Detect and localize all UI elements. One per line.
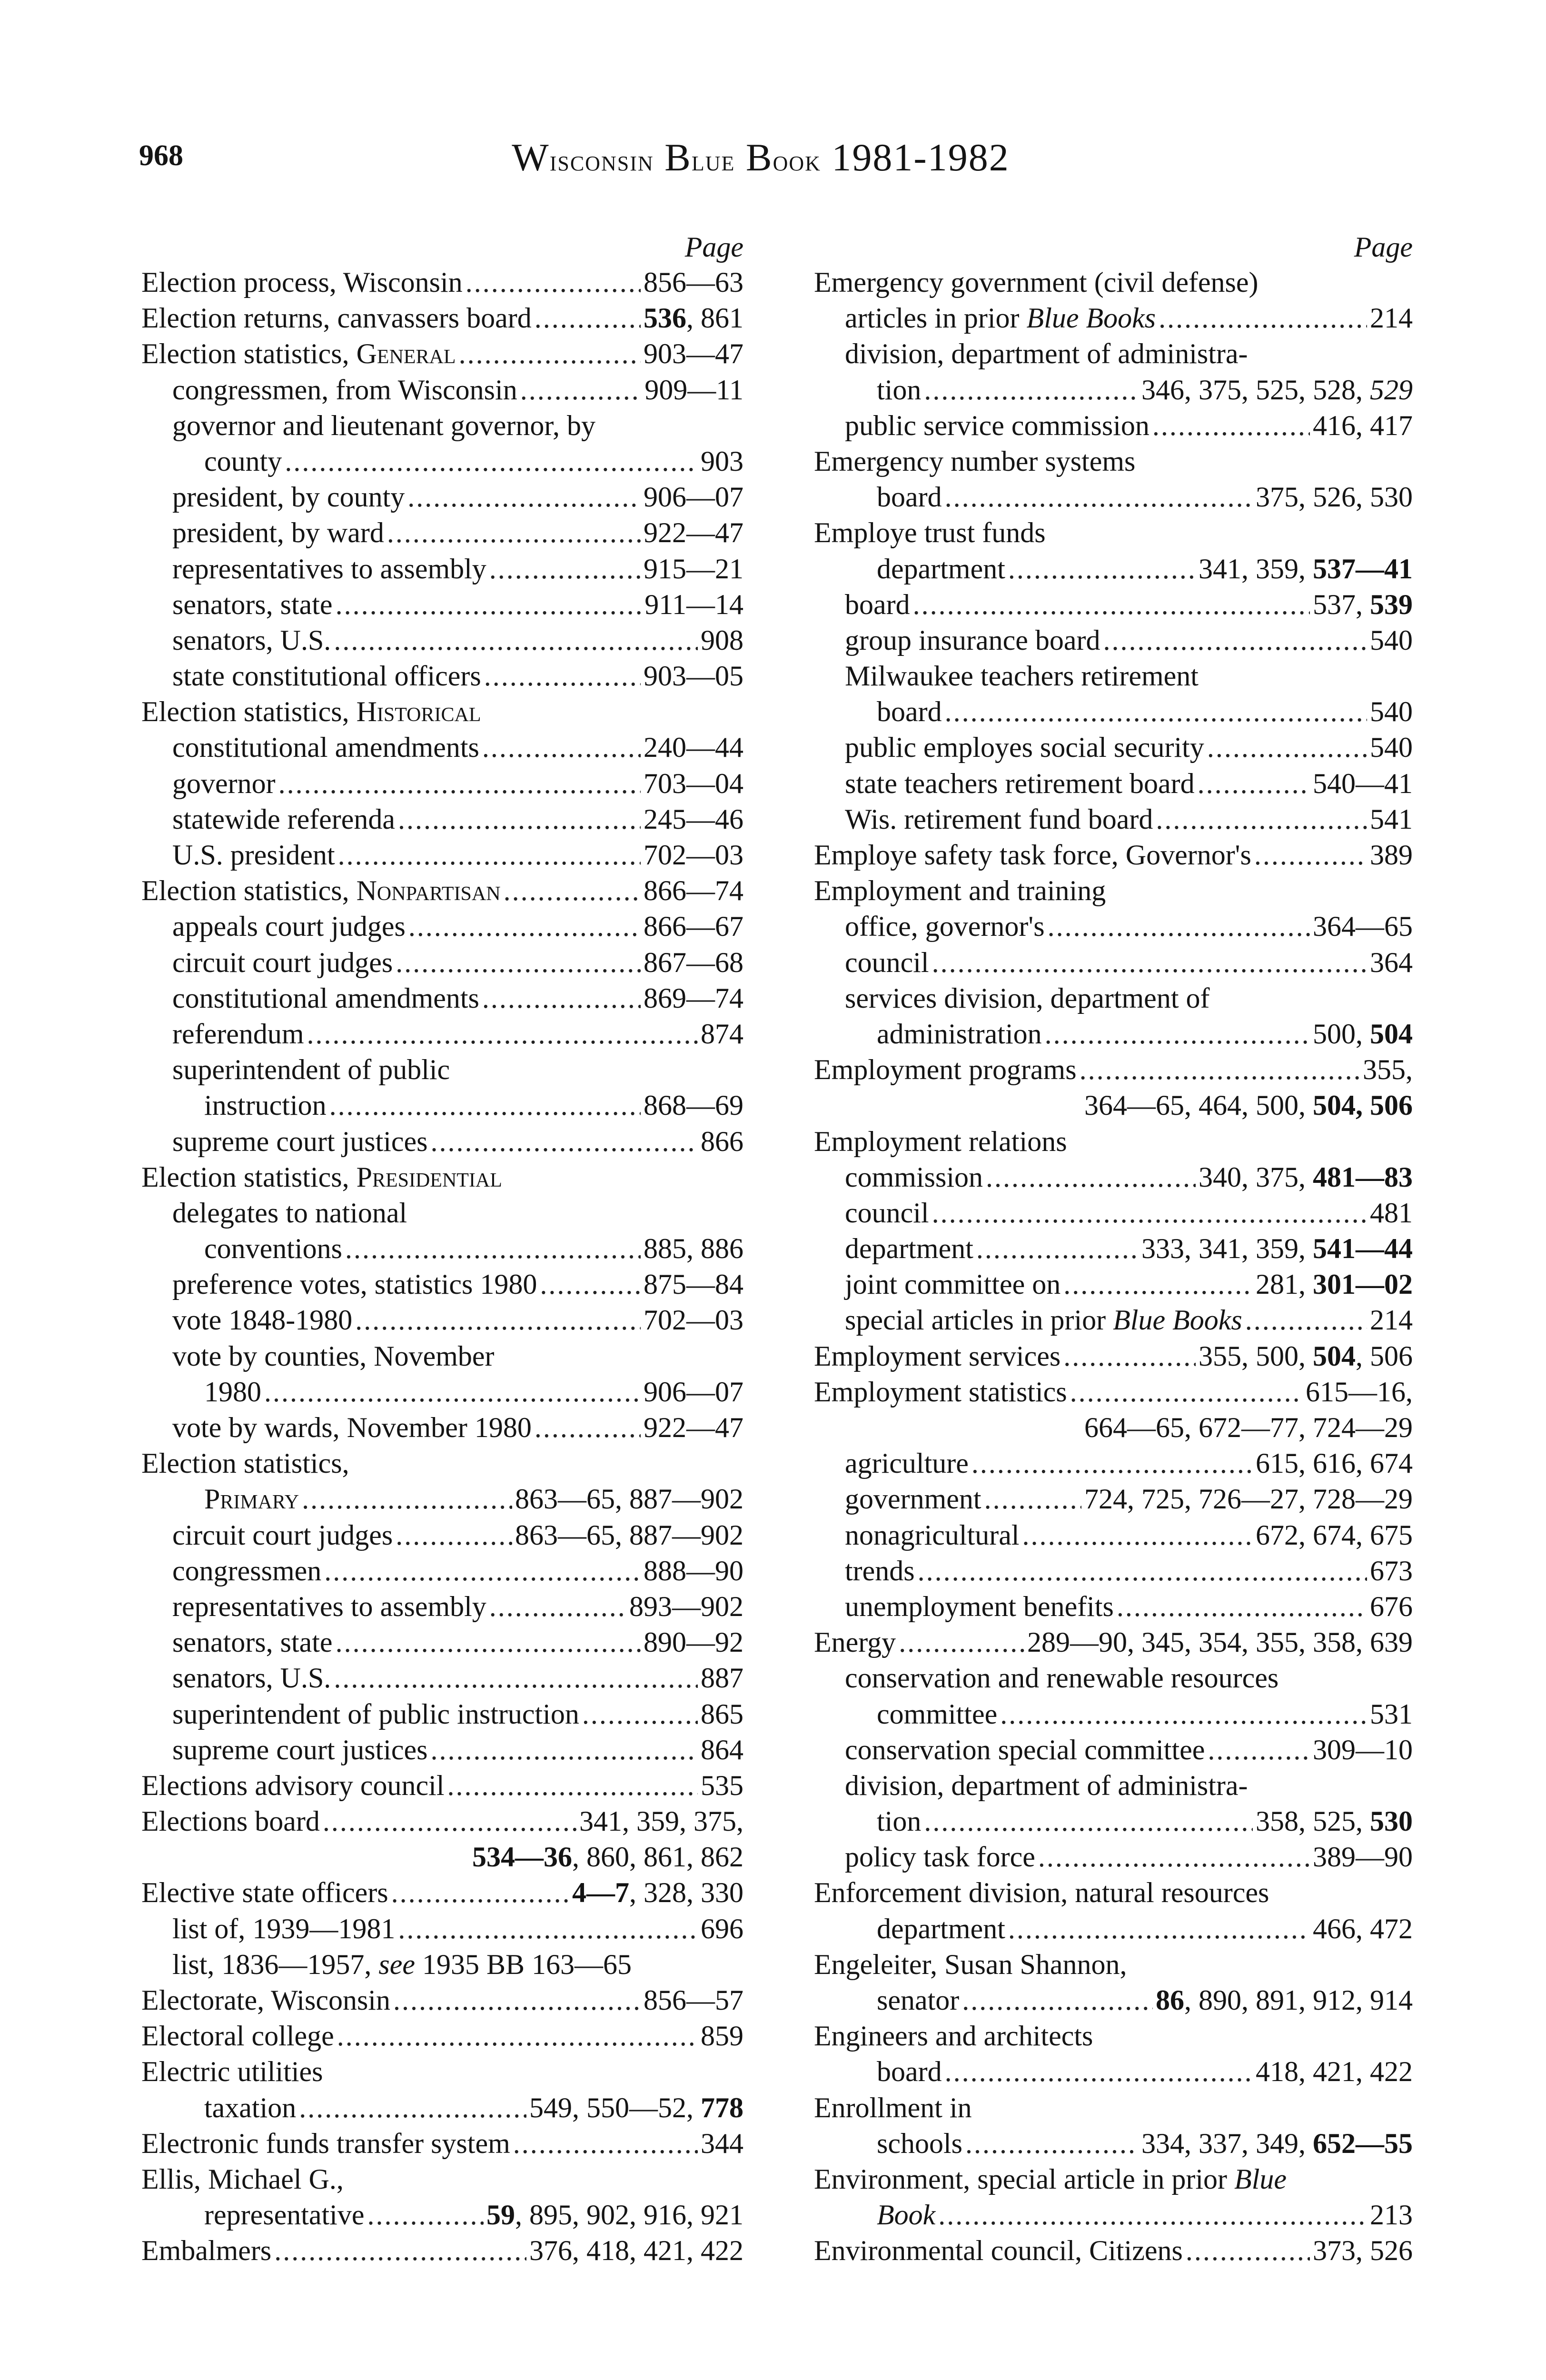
index-subentry: list of, 1939—1981 . . . 696 bbox=[141, 1911, 743, 1947]
index-entry: Election process, Wisconsin . . . 856—63 bbox=[141, 265, 743, 300]
right-index-column bbox=[814, 230, 1413, 2269]
index-subentry: conventions . . . 885, 886 bbox=[141, 1231, 743, 1267]
title-text: Wisconsin Blue Book 1981-1982 bbox=[512, 136, 1010, 179]
index-subentry: instruction . . . 868—69 bbox=[141, 1088, 743, 1123]
index-entry: Enforcement division, natural resources bbox=[814, 1877, 1269, 1909]
index-subentry: state constitutional officers . . . 903—05 bbox=[141, 658, 743, 694]
index-subentry: representatives to assembly . . . 915—21 bbox=[141, 551, 743, 587]
index-subentry: tion . . . 358, 525, 530 bbox=[814, 1804, 1413, 1839]
index-entry: Enrollment in bbox=[814, 2092, 972, 2123]
page-column-label: Page bbox=[1354, 231, 1413, 263]
index-entry: Emergency number systems bbox=[814, 445, 1136, 477]
index-subentry: committee . . . 531 bbox=[814, 1696, 1413, 1732]
index-subentry: U.S. president . . . 702—03 bbox=[141, 837, 743, 873]
index-subentry: senators, state . . . 911—14 bbox=[141, 587, 743, 623]
index-subentry: governor . . . 703—04 bbox=[141, 766, 743, 802]
index-entry: Environment, special article in prior Blue bbox=[814, 2163, 1287, 2195]
index-subentry: congressmen, from Wisconsin . . . 909—11 bbox=[141, 372, 743, 408]
index-subentry: Milwaukee teachers retirement bbox=[845, 660, 1199, 692]
index-subentry: department . . . 333, 341, 359, 541—44 bbox=[814, 1231, 1413, 1267]
index-subentry: services division, department of bbox=[845, 982, 1210, 1014]
index-subentry: governor and lieutenant governor, by bbox=[172, 409, 595, 441]
index-entry: Engineers and architects bbox=[814, 2020, 1093, 2052]
index-subentry: trends . . . 673 bbox=[814, 1553, 1413, 1589]
index-subentry: council . . . 364 bbox=[814, 945, 1413, 981]
index-entry: Employment services . . . 355, 500, 504, 506 bbox=[814, 1339, 1413, 1374]
page-title bbox=[137, 135, 1384, 180]
index-subentry: division, department of administra- bbox=[845, 1769, 1248, 1801]
index-subentry: list, 1836—1957, see 1935 BB 163—65 bbox=[172, 1948, 632, 1980]
index-subentry: tion . . . 346, 375, 525, 528, 529 bbox=[814, 372, 1413, 408]
index-subentry: policy task force . . . 389—90 bbox=[814, 1839, 1413, 1875]
index-subentry: superintendent of public bbox=[172, 1054, 450, 1086]
index-subentry: preference votes, statistics 1980 . . . 875—84 bbox=[141, 1267, 743, 1302]
index-entry: Elections board . . . 341, 359, 375, bbox=[141, 1804, 743, 1839]
index-subentry: Wis. retirement fund board . . . 541 bbox=[814, 802, 1413, 837]
index-entry: Election statistics, General . . . 903—47 bbox=[141, 336, 743, 372]
index-subentry: president, by ward . . . 922—47 bbox=[141, 515, 743, 551]
index-subentry: supreme court justices . . . 866 bbox=[141, 1124, 743, 1160]
index-entry: Election statistics, Presidential bbox=[141, 1161, 502, 1193]
index-subentry: circuit court judges . . . 863—65, 887—902 bbox=[141, 1517, 743, 1553]
index-subentry: statewide referenda . . . 245—46 bbox=[141, 802, 743, 837]
index-subentry: department . . . 341, 359, 537—41 bbox=[814, 551, 1413, 587]
page-column-label: Page bbox=[684, 231, 743, 263]
index-subentry: senators, U.S. . . . 887 bbox=[141, 1660, 743, 1696]
index-subentry: conservation and renewable resources bbox=[845, 1662, 1279, 1694]
index-entry: Employment programs . . . 355, bbox=[814, 1052, 1413, 1088]
index-subentry: constitutional amendments . . . 869—74 bbox=[141, 981, 743, 1016]
index-subentry: president, by county . . . 906—07 bbox=[141, 479, 743, 515]
index-entry: Employment and training bbox=[814, 875, 1106, 907]
index-subentry: board . . . 375, 526, 530 bbox=[814, 479, 1413, 515]
index-subentry: supreme court justices . . . 864 bbox=[141, 1732, 743, 1768]
index-subentry: superintendent of public instruction . . . 865 bbox=[141, 1696, 743, 1732]
index-subentry: senators, state . . . 890—92 bbox=[141, 1625, 743, 1660]
index-entry: Election returns, canvassers board . . . 536, 861 bbox=[141, 300, 743, 336]
index-subentry: state teachers retirement board . . . 540—41 bbox=[814, 766, 1413, 802]
index-subentry: county . . . 903 bbox=[141, 444, 743, 479]
index-subentry: board . . . 540 bbox=[814, 694, 1413, 730]
index-subentry: appeals court judges . . . 866—67 bbox=[141, 909, 743, 944]
index-subentry: articles in prior Blue Books . . . 214 bbox=[814, 300, 1413, 336]
index-entry: Employe safety task force, Governor's . . . 389 bbox=[814, 837, 1413, 873]
index-subentry: administration . . . 500, 504 bbox=[814, 1016, 1413, 1052]
index-entry: Election statistics, Historical bbox=[141, 696, 481, 728]
index-entry: Electric utilities bbox=[141, 2056, 323, 2088]
index-subentry: referendum . . . 874 bbox=[141, 1016, 743, 1052]
index-entry: Electronic funds transfer system . . . 344 bbox=[141, 2126, 743, 2162]
index-entry: Elections advisory council . . . 535 bbox=[141, 1768, 743, 1804]
index-subentry: joint committee on . . . 281, 301—02 bbox=[814, 1267, 1413, 1302]
index-subentry: vote 1848-1980 . . . 702—03 bbox=[141, 1302, 743, 1338]
index-subentry: representative . . . 59, 895, 902, 916, 921 bbox=[141, 2197, 743, 2233]
index-subentry: senators, U.S. . . . 908 bbox=[141, 623, 743, 658]
index-entry: Embalmers . . . 376, 418, 421, 422 bbox=[141, 2233, 743, 2269]
index-subentry: senator . . . 86, 890, 891, 912, 914 bbox=[814, 1983, 1413, 2018]
index-subentry: Primary . . . 863—65, 887—902 bbox=[141, 1481, 743, 1517]
page-number: 968 bbox=[139, 139, 183, 172]
index-subentry: 1980 . . . 906—07 bbox=[141, 1374, 743, 1410]
index-entry: Engeleiter, Susan Shannon, bbox=[814, 1948, 1127, 1980]
index-subentry: board . . . 418, 421, 422 bbox=[814, 2054, 1413, 2090]
index-entry: Election statistics, Nonpartisan . . . 866—74 bbox=[141, 873, 743, 909]
index-entry: Electoral college . . . 859 bbox=[141, 2018, 743, 2054]
running-header bbox=[137, 128, 1384, 185]
index-subentry: constitutional amendments . . . 240—44 bbox=[141, 730, 743, 765]
index-subentry: office, governor's . . . 364—65 bbox=[814, 909, 1413, 944]
index-continuation: 534—36, 860, 861, 862 bbox=[472, 1841, 743, 1873]
index-subentry: vote by wards, November 1980 . . . 922—47 bbox=[141, 1410, 743, 1446]
index-continuation: 664—65, 672—77, 724—29 bbox=[1084, 1412, 1413, 1443]
index-entry: Election statistics, bbox=[141, 1448, 349, 1479]
index-subentry: conservation special committee . . . 309—10 bbox=[814, 1732, 1413, 1768]
left-index-column bbox=[141, 230, 743, 2269]
index-entry: Environmental council, Citizens . . . 373, 526 bbox=[814, 2233, 1413, 2269]
index-subentry: public service commission . . . 416, 417 bbox=[814, 408, 1413, 444]
index-subentry: department . . . 466, 472 bbox=[814, 1911, 1413, 1947]
index-continuation: 364—65, 464, 500, 504, 506 bbox=[1084, 1090, 1413, 1121]
index-subentry: agriculture . . . 615, 616, 674 bbox=[814, 1446, 1413, 1481]
index-subentry: congressmen . . . 888—90 bbox=[141, 1553, 743, 1589]
index-subentry: representatives to assembly . . . 893—902 bbox=[141, 1589, 743, 1625]
index-subentry: commission . . . 340, 375, 481—83 bbox=[814, 1160, 1413, 1195]
index-subentry: division, department of administra- bbox=[845, 338, 1248, 370]
index-entry: Ellis, Michael G., bbox=[141, 2163, 344, 2195]
index-subentry: government . . . 724, 725, 726—27, 728—29 bbox=[814, 1481, 1413, 1517]
index-entry: Employment relations bbox=[814, 1125, 1067, 1157]
index-entry: Electorate, Wisconsin . . . 856—57 bbox=[141, 1983, 743, 2018]
index-subentry: board . . . 537, 539 bbox=[814, 587, 1413, 623]
index-subentry: unemployment benefits . . . 676 bbox=[814, 1589, 1413, 1625]
index-subentry: vote by counties, November bbox=[172, 1340, 495, 1372]
index-subentry: special articles in prior Blue Books . . . 214 bbox=[814, 1302, 1413, 1338]
index-subentry: taxation . . . 549, 550—52, 778 bbox=[141, 2090, 743, 2126]
index-subentry: Book . . . 213 bbox=[814, 2197, 1413, 2233]
index-subentry: council . . . 481 bbox=[814, 1195, 1413, 1231]
index-subentry: circuit court judges . . . 867—68 bbox=[141, 945, 743, 981]
index-entry: Elective state officers . . . 4—7, 328, 330 bbox=[141, 1875, 743, 1911]
index-entry: Employe trust funds bbox=[814, 517, 1046, 549]
index-subentry: schools . . . 334, 337, 349, 652—55 bbox=[814, 2126, 1413, 2162]
index-entry: Employment statistics . . . 615—16, bbox=[814, 1374, 1413, 1410]
index-entry: Emergency government (civil defense) bbox=[814, 267, 1259, 298]
index-subentry: group insurance board . . . 540 bbox=[814, 623, 1413, 658]
index-subentry: public employes social security . . . 540 bbox=[814, 730, 1413, 765]
index-subentry: nonagricultural . . . 672, 674, 675 bbox=[814, 1517, 1413, 1553]
index-subentry: delegates to national bbox=[172, 1197, 407, 1229]
index-entry: Energy . . . 289—90, 345, 354, 355, 358, 639 bbox=[814, 1625, 1413, 1660]
